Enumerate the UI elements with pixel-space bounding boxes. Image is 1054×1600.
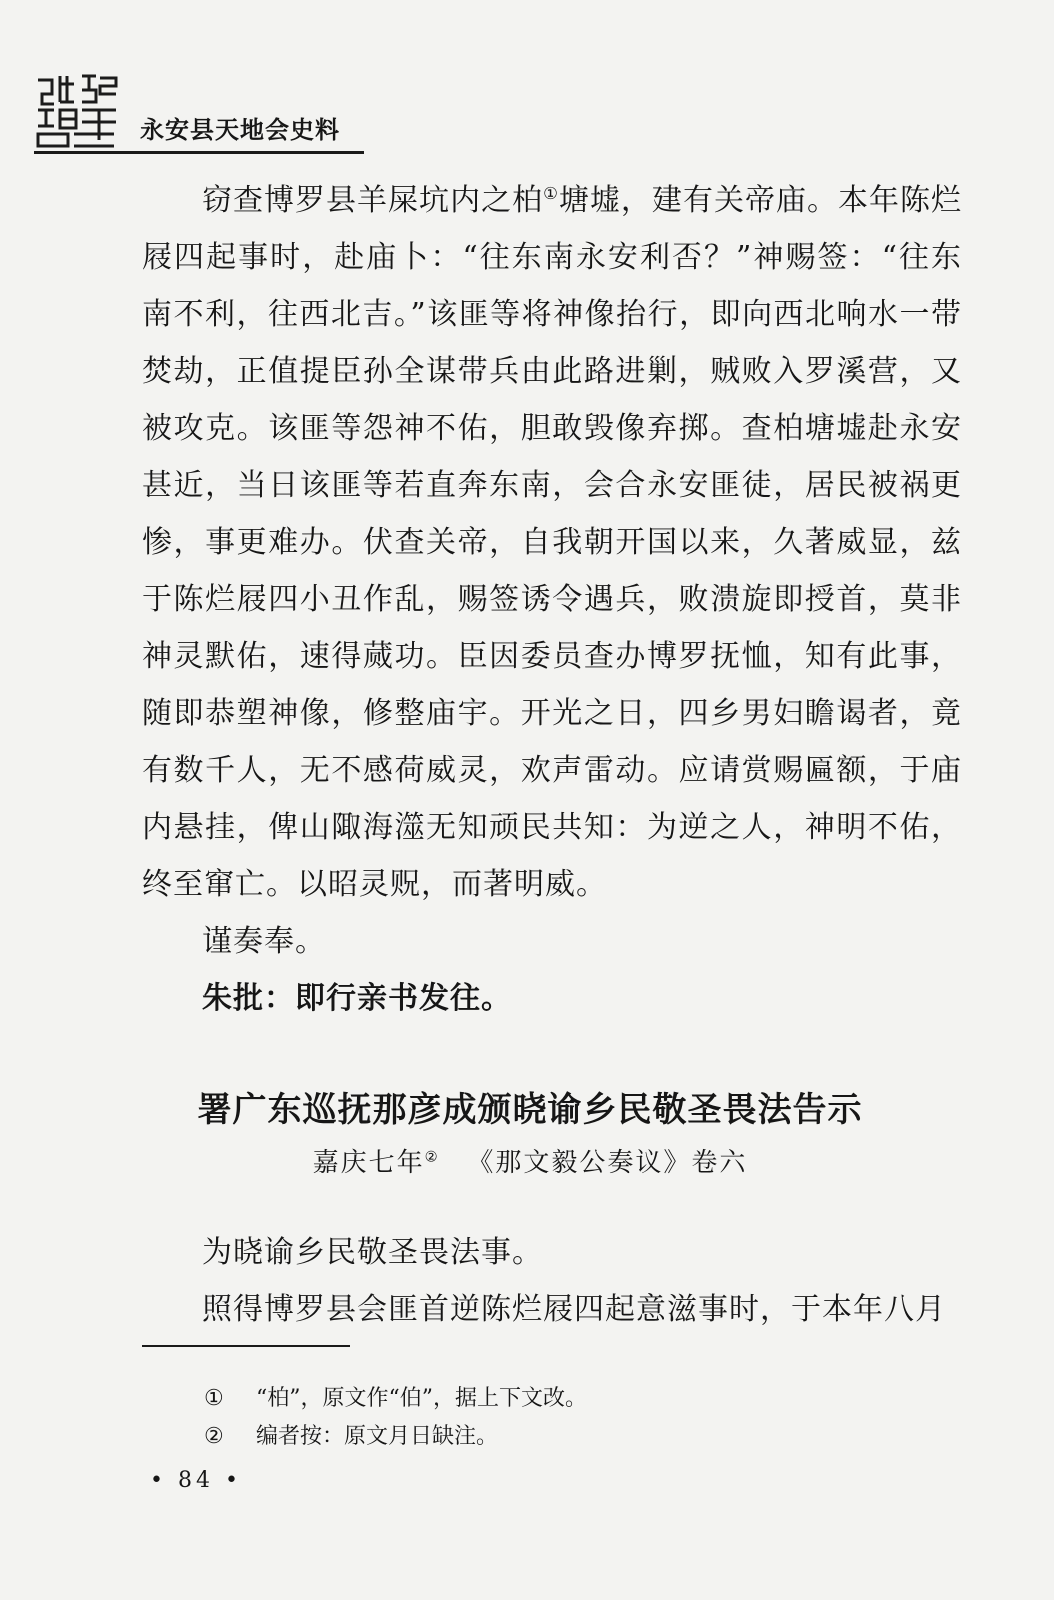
footnote-item: [204, 1418, 904, 1456]
proclamation-paragraph: 照得博罗县会匪首逆陈烂屐四起意滋事时，于本年八月: [202, 1292, 946, 1327]
footnote-item: [204, 1380, 904, 1418]
subtitle-source: 《那文毅公奏议》卷六: [467, 1148, 748, 1178]
proclamation-body: [142, 1224, 962, 1338]
subtitle-date: 嘉庆七年: [312, 1148, 425, 1178]
footnotes: [204, 1380, 904, 1456]
memorial-paragraph: 窃查博罗县羊屎坑内之柏①塘墟，建有关帝庙。本年陈烂屐四起事时，赴庙卜：“往东南永安利否？”神赐签：“往东南不利，往西北吉。”该匪等将神像抬行，即向西北响水一带焚劫，正值提臣孙全谋带兵由此路进剿，贼败入罗溪营，又被攻克。该匪等怨神不佑，胆敢毁像弃掷。查柏塘墟赴永安甚近，当日该匪等若直奔东南，会合永安匪徒，居民被祸更惨，事更难办。伏查关帝，自我朝开国以来，久著威显，兹于陈烂屐四小丑作乱，赐签诱令遇兵，败溃旋即授首，莫非神灵默佑，速得蒇功。臣因委员查办博罗抚恤，知有此事，随即恭塑神像，修整庙宇。开光之日，四乡男妇瞻谒者，竟有数千人，无不感荷威灵，欢声雷动。应请赏赐匾额，于庙内悬挂，俾山陬海澨无知顽民共知：为逆之人，神明不佑，终至窜亡。以昭灵贶，而著明威。: [142, 183, 963, 902]
proclamation-paragraph: 为晓谕乡民敬圣畏法事。: [202, 1235, 543, 1270]
footnote-ref: ①: [543, 184, 559, 203]
memorial-body: [142, 172, 962, 1027]
footnote-mark: ②: [204, 1424, 224, 1449]
imperial-note: 朱批：即行亲书发往。: [202, 981, 512, 1016]
document-subtitle: [80, 1142, 980, 1179]
footnote-rule: [142, 1345, 350, 1347]
running-title: 永安县天地会史料: [140, 116, 340, 144]
header-rule: [34, 151, 364, 154]
footnote-mark: ①: [204, 1386, 224, 1411]
page-number: • 84 •: [150, 1468, 242, 1493]
memorial-closing: 谨奏奉。: [202, 924, 326, 959]
document-title: 署广东巡抚那彦成颁晓谕乡民敬圣畏法告示: [197, 1090, 863, 1130]
seal-stamp-icon: [34, 70, 120, 152]
footnote-text: 编者按：原文月日缺注。: [256, 1424, 499, 1449]
footnote-text: “柏”，原文作“伯”，据上下文改。: [256, 1386, 587, 1411]
footnote-ref: ②: [424, 1149, 440, 1166]
